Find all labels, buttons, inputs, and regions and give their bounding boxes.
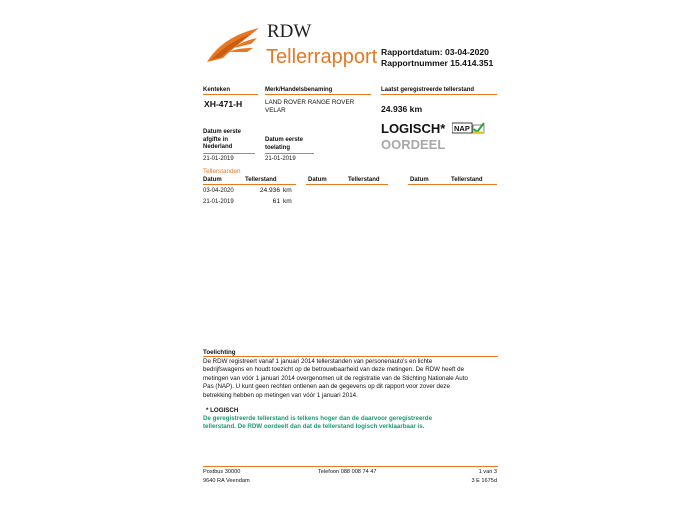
toelichting-line2: bedrijfswagens en houdt toezicht op de betrouwbaarheid van deze metingen. De RDW heeft de — [203, 366, 465, 374]
footer-postbus: Postbus 30000 — [203, 469, 241, 475]
reading-odometer: 61 — [272, 198, 280, 205]
brand-name: RDW — [267, 21, 312, 42]
merk-value-line2: VELAR — [265, 107, 286, 114]
readings-col-rule-3 — [408, 184, 497, 185]
document-title: Tellerrapport — [266, 46, 378, 68]
merk-value-line1: LAND ROVER RANGE ROVER — [265, 99, 355, 106]
toelichting-line3: metingen van vóór 1 januari 2014 overgenomen uit de registratie van de Stichting Nationale Auto — [203, 374, 468, 382]
col-tellerstand-3: Tellerstand — [451, 177, 483, 183]
reading-unit: km — [283, 198, 292, 205]
verdict-oordeel: OORDEEL — [381, 137, 446, 152]
footer-page: 1 van 3 — [478, 469, 497, 475]
merk-value — [265, 99, 354, 115]
first-nl-label — [203, 129, 255, 154]
first-admission-label-2: toelating — [265, 144, 290, 151]
merk-label: Merk/Handelsbenaming — [265, 87, 371, 95]
first-nl-label-3: Nederland — [203, 144, 233, 150]
col-datum-1: Datum — [203, 177, 222, 183]
toelichting-line5: betrekking hebben op metingen van vóór 1 januari 2014. — [203, 391, 358, 399]
logisch-note-text — [203, 415, 493, 432]
reading-date: 21-01-2019 — [203, 199, 234, 205]
nap-check-icon — [452, 122, 485, 134]
report-date: Rapportdatum: 03-04-2020 — [381, 47, 489, 57]
toelichting-title: Toelichting — [203, 349, 236, 356]
col-datum-2: Datum — [308, 177, 327, 183]
readings-col-rule-1 — [203, 184, 296, 185]
svg-text:NAP: NAP — [454, 124, 470, 133]
first-admission-label-1: Datum eerste — [265, 137, 304, 143]
reading-date: 03-04-2020 — [203, 188, 234, 194]
report-meta — [381, 47, 493, 69]
toelichting-rule — [203, 356, 498, 357]
logisch-note-line2: tellerstand. De RDW oordeelt dan dat de tellerstand logisch verklaarbaar is. — [203, 423, 425, 431]
footer-code: 3 E 1675d — [471, 478, 497, 484]
first-nl-value: 21-01-2019 — [203, 156, 234, 162]
verdict-logisch: LOGISCH* — [381, 121, 446, 136]
kenteken-value: XH-471-H — [204, 99, 243, 109]
readings-section-title: Tellerstanden — [203, 168, 241, 175]
rdw-logo-icon — [203, 24, 265, 64]
first-admission-label — [265, 137, 314, 154]
reading-unit: km — [283, 187, 292, 194]
last-odometer-label: Laatst geregistreerde tellerstand — [381, 87, 497, 95]
footer-city: 9640 RA Veendam — [203, 478, 250, 484]
logisch-note-heading: * LOGISCH — [206, 407, 239, 414]
first-nl-label-2: afgifte in — [203, 136, 228, 143]
kenteken-label: Kenteken — [203, 87, 258, 95]
footer-phone: Telefoon 088 008 74 47 — [318, 469, 377, 475]
last-odometer-value: 24.936 km — [381, 104, 423, 114]
first-nl-label-1: Datum eerste — [203, 129, 242, 135]
col-datum-3: Datum — [410, 177, 429, 183]
readings-col-rule-2 — [306, 184, 388, 185]
reading-odometer: 24.936 — [259, 187, 280, 194]
footer-rule — [203, 466, 498, 467]
toelichting-text — [203, 358, 493, 400]
first-admission-value: 21-01-2019 — [265, 156, 296, 162]
logisch-note-line1: De geregistreerde tellerstand is telkens hoger dan de daarvoor geregistreerde — [203, 415, 433, 422]
col-tellerstand-1: Tellerstand — [245, 177, 277, 183]
report-number: Rapportnummer 15.414.351 — [381, 58, 494, 68]
col-tellerstand-2: Tellerstand — [348, 177, 380, 183]
toelichting-line4: Pas (NAP). U kunt geen rechten ontlenen aan de gegevens op dit rapport voor zover deze — [203, 383, 450, 391]
toelichting-line1: De RDW registreert vanaf 1 januari 2014 tellerstanden van personenauto's en lichte — [203, 358, 433, 365]
